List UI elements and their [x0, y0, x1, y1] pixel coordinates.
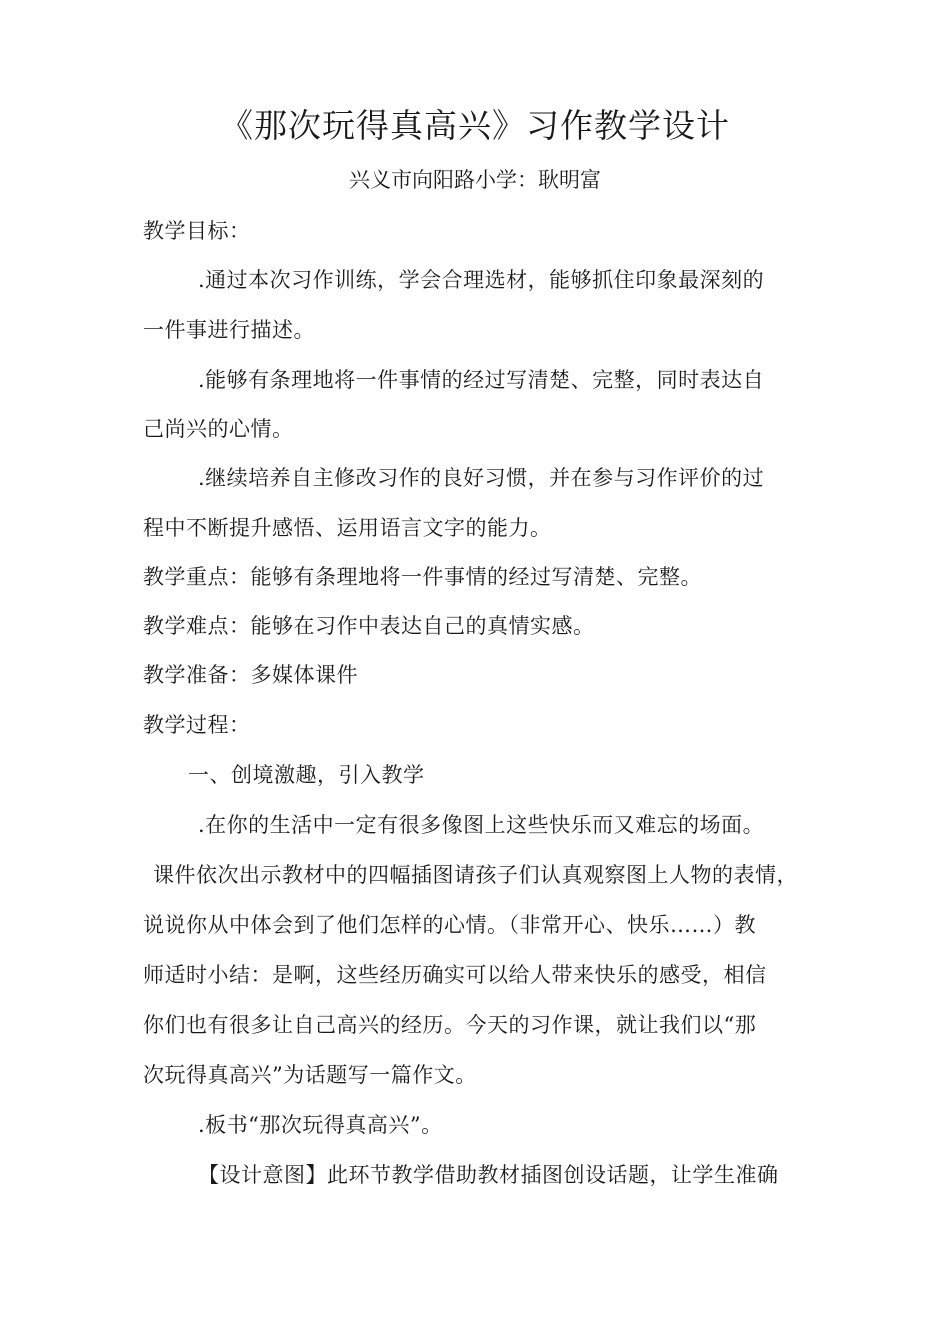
objective-3-line-2: 程中不断提升感悟、运用语言文字的能力。 — [143, 516, 552, 540]
objective-3-line-1: .继续培养自主修改习作的良好习惯，并在参与习作评价的过 — [198, 466, 765, 490]
step-1-line-3: 说说你从中体会到了他们怎样的心情。（非常开心、快乐……）教 — [143, 913, 756, 937]
difficulty: 教学难点：能够在习作中表达自己的真情实感。 — [143, 614, 595, 638]
step-1-line-2: 课件依次出示教材中的四幅插图请孩子们认真观察图上人物的表情， — [153, 863, 798, 887]
objective-2-line-2: 己尚兴的心情。 — [143, 417, 294, 441]
step-1-line-4: 师适时小结：是啊，这些经历确实可以给人带来快乐的感受，相信 — [143, 963, 767, 987]
author-line: 兴义市向阳路小学：耿明富 — [349, 168, 601, 192]
key-point: 教学重点：能够有条理地将一件事情的经过写清楚、完整。 — [143, 565, 702, 589]
step-1-line-5: 你们也有很多让自己高兴的经历。今天的习作课，就让我们以“那 — [143, 1013, 757, 1037]
section-1-heading: 一、创境激趣，引入教学 — [188, 763, 425, 787]
preparation: 教学准备：多媒体课件 — [143, 663, 358, 687]
process-heading: 教学过程： — [143, 713, 251, 737]
design-intent-line-1: 【设计意图】此环节教学借助教材插图创设话题，让学生准确 — [198, 1163, 779, 1187]
objectives-heading: 教学目标： — [143, 219, 251, 243]
objective-2-line-1: .能够有条理地将一件事情的经过写清楚、完整，同时表达自 — [198, 368, 765, 392]
step-1-line-1: .在你的生活中一定有很多像图上这些快乐而又难忘的场面。 — [198, 813, 765, 837]
step-2: .板书“那次玩得真高兴”。 — [198, 1113, 443, 1137]
step-1-line-6: 次玩得真高兴”为话题写一篇作文。 — [143, 1063, 477, 1087]
objective-1-line-2: 一件事进行描述。 — [143, 318, 315, 342]
document-title: 《那次玩得真高兴》习作教学设计 — [220, 106, 730, 145]
objective-1-line-1: .通过本次习作训练，学会合理选材，能够抓住印象最深刻的 — [198, 268, 765, 292]
